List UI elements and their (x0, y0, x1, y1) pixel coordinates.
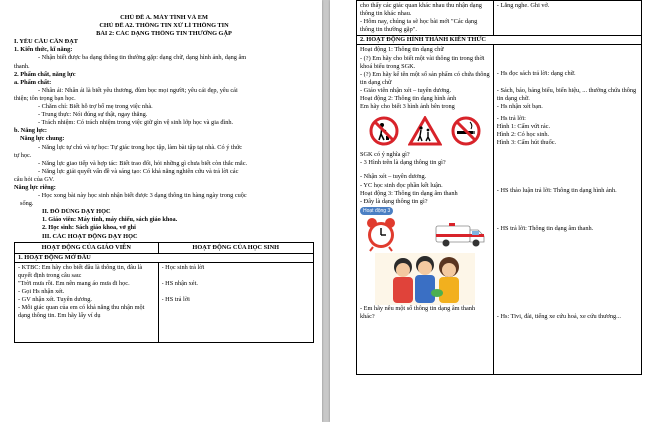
paragraph: - Học xong bài này học sinh nhận biết được 3 dạng thông tin hàng ngày trong cuộc (38, 192, 247, 200)
activity-heading: Hoạt động 2: Thông tin dạng hình ảnh (360, 95, 457, 103)
teacher-activity: Em hãy cho biết 3 hình ảnh bên trong (360, 103, 455, 111)
teacher-activity: - Em hãy nêu một số thông tin dạng âm thanh khác? (360, 304, 476, 320)
student-activity: - Lắng nghe. Ghi vở. (496, 2, 550, 9)
sound-images (360, 215, 490, 253)
teacher-activity: - Giáo viên nhận xét – tuyên dương. (360, 86, 452, 94)
topic-title: CHỦ ĐỀ A. MÁY TÍNH VÀ EM (120, 14, 208, 21)
no-littering-sign-icon (369, 116, 399, 146)
sign-images (360, 111, 490, 151)
subsection-heading: Năng lực chung: (20, 135, 65, 143)
paragraph: câu hỏi của GV. (14, 175, 55, 183)
activity-heading: Hoạt động 1: Thông tin dạng chữ (360, 46, 444, 54)
paragraph: thiện; tôn trọng bạn học. (14, 94, 76, 102)
subtopic-title: CHỦ ĐỀ A2. THÔNG TIN XỬ LÍ THÔNG TIN (99, 22, 229, 30)
document-page-1 (0, 0, 322, 422)
children-illustration-icon (375, 253, 475, 305)
section-heading: II. ĐỒ DÙNG DẠY HỌC (42, 208, 111, 216)
paragraph: 2. Học sinh: Sách giáo khoa, vở ghi (42, 224, 136, 232)
paragraph: tự học. (14, 151, 32, 159)
teacher-activity: - Gọi Hs nhận xét. (18, 288, 65, 295)
teacher-activity: - YC học sinh đọc phần kết luận. (360, 181, 443, 189)
subsection-heading: Năng lực riêng: (14, 183, 56, 191)
teacher-activity: "Trời mưa rồi. Em nên mang áo mưa đi học. (18, 279, 130, 287)
student-activity: - HS trả lời (161, 295, 190, 303)
column-header-teacher: HOẠT ĐỘNG CỦA GIÁO VIÊN (15, 242, 159, 253)
paragraph: - Trách nhiệm: Có trách nhiệm trong việc giữ gìn vệ sinh lớp học và gia đình. (38, 119, 234, 127)
paragraph: - Năng lực giao tiếp và hợp tác: Biết trao đổi, hỏi những gì chưa biết còn thắc mắc. (38, 159, 248, 167)
paragraph: - Năng lực tự chủ và tự học: Tự giác trong học tập, làm bài tập tại nhà. Có ý thức (38, 143, 243, 151)
paragraph: - Chăm chỉ: Biết hỗ trợ bố mẹ trong việc nhà. (38, 103, 153, 111)
subsection-heading: b. Năng lực: (14, 127, 47, 135)
student-activity: - Hs trả lời: (496, 114, 526, 122)
student-activity: - HS trả lời: Thông tin dạng âm thanh. (496, 225, 594, 233)
teacher-activity: SGK có ý nghĩa gì? (360, 151, 410, 159)
paragraph: - Nhận biết được ba dạng thông tin thường gặp: dạng chữ, dạng hình ảnh, dạng âm (38, 54, 247, 62)
paragraph: 1. Giáo viên: Máy tính, máy chiếu, sách giáo khoa. (42, 216, 178, 224)
teacher-activity: - (?) Em hãy cho biết một vài thông tin trong thời khoá biểu trong SGK. (360, 54, 485, 70)
activity-table (14, 242, 314, 343)
teacher-activity: - 3 Hình trên là dạng thông tin gì? (360, 159, 446, 167)
teacher-activity: - Hôm nay, chúng ta sẽ học bài mới "Các dạng thông tin thường gặp". (360, 18, 478, 34)
student-activity: Hình 3: Cấm hút thuốc. (496, 139, 557, 147)
subsection-heading: 1. Kiến thức, kĩ năng: (14, 46, 73, 54)
student-activity: - Học sinh trả lời (161, 263, 205, 271)
student-activity: Hình 1: Cấm vứt rác. (496, 122, 551, 130)
teacher-activity: - GV nhận xét. Tuyên dương. (18, 296, 92, 304)
section-heading: I. YÊU CẦU CẦN ĐẠT (14, 38, 78, 46)
teacher-activity: cho thấy các giác quan khác nhau thu nhận dạng thông tin khác nhau. (360, 2, 482, 18)
paragraph: - Trung thực: Nói đúng sự thật, ngay thẳng. (38, 111, 148, 119)
student-activity: Hình 2: Có học sinh. (496, 131, 550, 139)
teacher-activity: - (?) Em hãy kể tên một số sản phẩm có chứa thông tin dạng chữ (360, 70, 490, 86)
paragraph: sống. (20, 200, 34, 208)
ambulance-icon (434, 220, 486, 248)
student-activity: - HS thảo luận trả lời: Thông tin dạng hình ảnh. (496, 187, 617, 195)
activity-3-badge: Hoạt động 3 (360, 207, 393, 215)
student-activity: - Sách, báo, bảng biểu, biển hiệu, ... thường chứa thông tin dạng chữ. (496, 86, 637, 102)
teacher-activity: - Nhận xét – tuyên dương. (360, 173, 427, 181)
activity-table-continued (356, 0, 642, 375)
subsection-heading: 2. Phẩm chất, năng lực (14, 70, 76, 78)
section-heading: III. CÁC HOẠT ĐỘNG DẠY HỌC (42, 232, 138, 240)
student-activity: - HS nhận xét. (161, 279, 198, 287)
teacher-activity: - Mỗi giác quan của em có khả năng thu nhận một dạng thông tin. Em hãy lấy ví dụ (18, 304, 145, 320)
alarm-clock-icon (364, 216, 398, 252)
no-smoking-sign-icon (451, 116, 481, 146)
table-section-row: 1. HOẠT ĐỘNG MỞ ĐẦU (18, 253, 91, 261)
school-crossing-sign-icon (408, 116, 442, 146)
activity-heading: Hoạt động 3: Thông tin dạng âm thanh (360, 189, 458, 197)
student-activity: - Hs: Tivi, đài, tiếng xe cứu hoả, xe cứu thương... (496, 313, 621, 321)
teacher-activity: - KTBC: Em hãy cho biết đâu là thông tin, đâu là quyết định trong câu sau: (18, 263, 143, 279)
children-talking-image (360, 253, 490, 305)
student-activity: - Hs nhận xét bạn. (496, 102, 543, 110)
paragraph: - Năng lực giải quyết vấn đề và sáng tạo: Có khả năng nghiên cứu và trả lời các (38, 167, 239, 175)
document-page-2 (330, 0, 650, 422)
lesson-title: BÀI 2: CÁC DẠNG THÔNG TIN THƯỜNG GẶP (96, 30, 232, 38)
table-section-row: 2. HOẠT ĐỘNG HÌNH THÀNH KIẾN THỨC (360, 36, 486, 44)
student-activity: - Hs đọc sách trả lời: dạng chữ. (496, 70, 576, 78)
paragraph: thanh. (14, 62, 30, 70)
subsection-heading: a. Phẩm chất: (14, 78, 52, 86)
column-header-student: HOẠT ĐỘNG CỦA HỌC SINH (158, 242, 313, 253)
paragraph: - Nhân ái: Nhân ái là biết yêu thương, đùm bọc mọi người; yêu cái đẹp, yêu cái (38, 86, 238, 94)
teacher-activity: - Đây là dạng thông tin gì? (360, 197, 428, 205)
